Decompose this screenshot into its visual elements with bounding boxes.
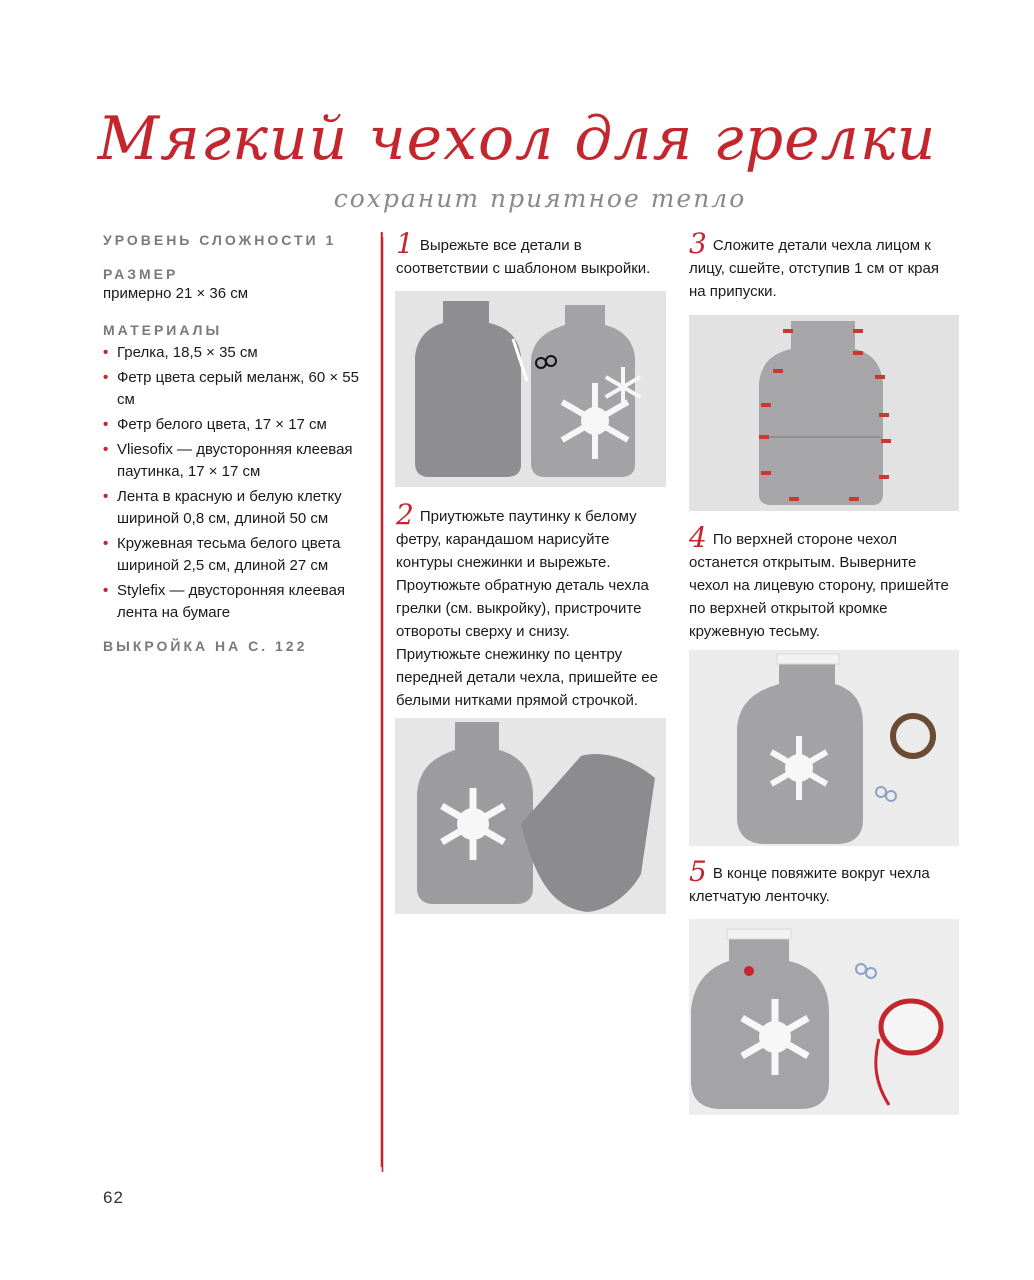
step-text: По верхней стороне чехол останется открытым. Выверните чехол на лицевую сторону, пришейте по верхней открытой кромке кружевную тесьму. — [689, 531, 949, 640]
list-item: • Фетр белого цвета, 17 × 17 см — [103, 414, 373, 436]
step-text: Сложите детали чехла лицом к лицу, сшейте, отступив 1 см от края на припуски. — [689, 237, 939, 300]
red-divider-line — [380, 232, 384, 1172]
list-item: • Кружевная тесьма белого цвета шириной 2,5 см, длиной 27 см — [103, 535, 341, 574]
list-item: • Грелка, 18,5 × 35 см — [103, 342, 373, 364]
step-text: В конце повяжите вокруг чехла клетчатую ленточку. — [689, 865, 930, 905]
bullet-icon: • — [103, 344, 109, 361]
info-column — [103, 232, 373, 654]
finished-cover-image — [689, 919, 959, 1115]
step-text: Вырежьте все детали в соответствии с шаблоном выкройки. — [396, 237, 651, 277]
bullet-icon: • — [103, 441, 109, 458]
step-2 — [396, 498, 658, 712]
pinned-cover-image — [689, 315, 959, 511]
step-number: 3 — [689, 227, 707, 260]
materials-label: МАТЕРИАЛЫ — [103, 322, 223, 338]
photo-step-1 — [395, 291, 666, 487]
photo-step-4 — [689, 650, 959, 846]
list-item: • Stylefix — двусторонняя клеевая лента на бумаге — [103, 582, 346, 621]
list-item: • Лента в красную и белую клетку шириной 0,8 см, длиной 50 см — [103, 488, 342, 527]
step-5 — [689, 855, 959, 908]
pattern-reference: ВЫКРОЙКА НА С. 122 — [103, 638, 308, 654]
list-item: • Vliesofix — двусторонняя клеевая паутинка, 17 × 17 см — [103, 441, 353, 480]
step-number: 5 — [689, 855, 707, 888]
step-number: 2 — [396, 498, 414, 531]
photo-step-3 — [689, 315, 959, 511]
step-text: Приутюжьте паутинку к белому фетру, карандашом нарисуйте контуры снежинки и вырежьте. Проутюжьте обратную деталь чехла грелки (см. выкройку), пристрочите отвороты сверху и снизу. Приутюжьте снежинку по центру передней детали чехла, пришейте ее белыми нитками прямой строчкой. — [396, 508, 658, 709]
photo-step-5 — [689, 919, 959, 1115]
photo-step-2 — [395, 718, 666, 914]
size-label: РАЗМЕР — [103, 266, 179, 282]
page-subtitle: сохранит приятное тепло — [333, 184, 747, 213]
step-number: 1 — [396, 227, 414, 260]
bullet-icon: • — [103, 582, 109, 599]
page-title: Мягкий чехол для грелки — [97, 104, 937, 174]
step-number: 4 — [689, 521, 707, 554]
difficulty-label: УРОВЕНЬ СЛОЖНОСТИ 1 — [103, 232, 337, 248]
bullet-icon: • — [103, 535, 109, 552]
size-value: примерно 21 × 36 см — [103, 285, 249, 302]
felt-snowflake-image — [395, 718, 666, 914]
bullet-icon: • — [103, 488, 109, 505]
felt-pieces-image — [395, 291, 666, 487]
step-4 — [689, 521, 959, 643]
bullet-icon: • — [103, 369, 109, 386]
list-item: • Фетр цвета серый меланж, 60 × 55 см — [103, 369, 359, 408]
page-number: 62 — [103, 1188, 124, 1207]
materials-list — [103, 342, 373, 624]
lace-trim-image — [689, 650, 959, 846]
step-3 — [689, 227, 959, 303]
bullet-icon: • — [103, 416, 109, 433]
step-1 — [396, 227, 658, 280]
